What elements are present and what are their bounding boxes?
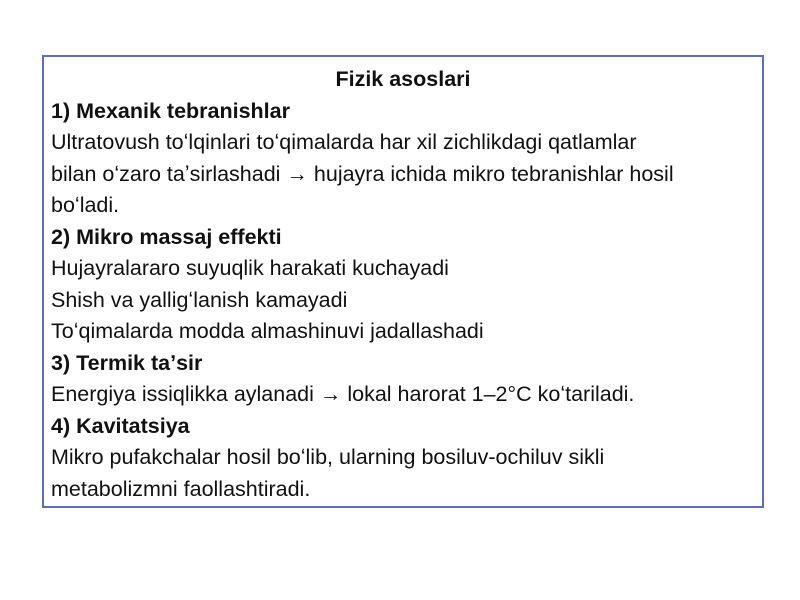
- section-text-line: Toʻqimalarda modda almashinuvi jadallashadi: [51, 319, 484, 343]
- section-text-line: boʻladi.: [51, 193, 120, 217]
- section-text-line: Ultratovush toʻlqinlari toʻqimalarda har xil zichlikdagi qatlamlar: [51, 130, 637, 154]
- content-box: [42, 55, 764, 508]
- section-text-line: Hujayralararo suyuqlik harakati kuchayadi: [51, 256, 449, 280]
- section-heading-mechanical: 1) Mexanik tebranishlar: [51, 98, 290, 123]
- section-heading-cavitation: 4) Kavitatsiya: [51, 413, 190, 438]
- section-text-line: Shish va yalligʻlanish kamayadi: [51, 287, 348, 312]
- section-text-line: Mikro pufakchalar hosil boʻlib, ularning bosiluv-ochiluv sikli: [51, 445, 605, 469]
- section-text-line: bilan oʻzaro taʼsirlashadi → hujayra ichida mikro tebranishlar hosil: [51, 161, 674, 186]
- slide-title: Fizik asoslari: [335, 67, 471, 91]
- section-heading-micromassage: 2) Mikro massaj effekti: [51, 224, 282, 249]
- section-text-line: metabolizmni faollashtiradi.: [51, 476, 311, 501]
- section-text-line: Energiya issiqlikka aylanadi → lokal harorat 1–2°C koʻtariladi.: [51, 382, 635, 406]
- section-heading-thermal: 3) Termik taʼsir: [51, 350, 203, 375]
